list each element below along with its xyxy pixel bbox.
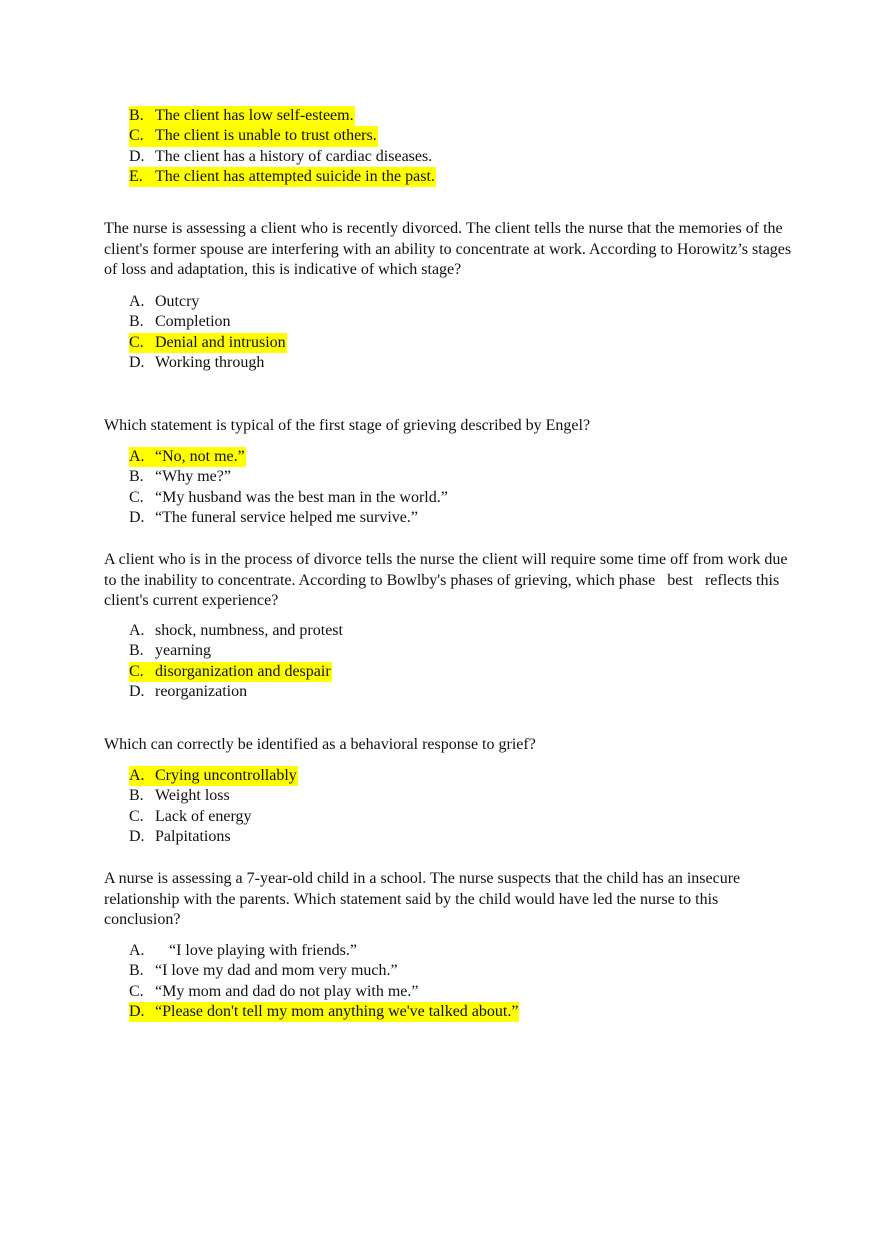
- option-letter: C.: [129, 127, 144, 145]
- option-item: [129, 467, 449, 487]
- option-letter: D.: [129, 508, 145, 526]
- option-text: Palpitations: [155, 827, 231, 845]
- option-letter: B.: [129, 787, 144, 805]
- option-text: reorganization: [155, 682, 248, 700]
- option-item: [129, 147, 436, 167]
- option-letter: A.: [129, 942, 145, 959]
- option-text: “Please don't tell my mom anything we've talked about.”: [155, 1002, 519, 1020]
- option-highlight: [129, 621, 344, 641]
- option-letter: B.: [129, 642, 144, 660]
- option-letter: B.: [129, 468, 144, 486]
- option-text: “My husband was the best man in the world.”: [155, 488, 448, 506]
- option-letter: C.: [129, 488, 144, 506]
- option-item: [129, 312, 287, 332]
- option-item: [129, 488, 449, 508]
- option-highlight: [129, 467, 232, 487]
- option-highlight: [129, 961, 399, 981]
- option-highlight: [129, 941, 358, 961]
- option-highlight: [129, 447, 246, 467]
- option-letter: D.: [129, 682, 145, 700]
- option-text: “My mom and dad do not play with me.”: [155, 982, 419, 1000]
- option-highlight: [129, 333, 287, 353]
- option-text: The client has low self-esteem.: [155, 107, 354, 124]
- option-highlight: [129, 508, 419, 528]
- option-letter: A.: [129, 293, 145, 310]
- option-highlight: [129, 682, 248, 702]
- option-item: [129, 807, 298, 827]
- option-highlight: [129, 662, 332, 682]
- question-stem: A nurse is assessing a 7-year-old child in a school. The nurse suspects that the child has an insecure relationship with the parents. Which statement said by the child would have led the nurse to this conclusion?: [104, 870, 741, 928]
- option-letter: D.: [129, 353, 145, 371]
- option-item: [129, 941, 519, 961]
- option-item: [129, 786, 298, 806]
- option-text: Crying uncontrollably: [155, 767, 297, 784]
- option-list: [129, 106, 436, 187]
- option-letter: E.: [129, 167, 143, 185]
- option-text: Working through: [155, 353, 265, 371]
- option-highlight: [129, 807, 253, 827]
- option-text: disorganization and despair: [155, 662, 331, 680]
- option-highlight: [129, 641, 212, 661]
- option-text: The client is unable to trust others.: [155, 127, 377, 145]
- option-highlight: [129, 106, 355, 126]
- option-letter: D.: [129, 827, 145, 845]
- option-letter: C.: [129, 662, 144, 680]
- option-text: Completion: [155, 313, 231, 331]
- option-list: [129, 621, 344, 702]
- option-letter: C.: [129, 333, 144, 351]
- option-item: [129, 621, 344, 641]
- option-item: [129, 508, 449, 528]
- option-letter: D.: [129, 1002, 145, 1020]
- option-text: Lack of energy: [155, 807, 252, 825]
- option-highlight: [129, 827, 232, 847]
- option-highlight: [129, 167, 436, 187]
- option-item: [129, 126, 436, 146]
- option-item: [129, 766, 298, 786]
- option-highlight: [129, 312, 232, 332]
- option-text: Denial and intrusion: [155, 333, 286, 351]
- option-text: “The funeral service helped me survive.”: [155, 508, 418, 526]
- option-highlight: [129, 982, 420, 1002]
- option-item: [129, 333, 287, 353]
- option-letter: B.: [129, 107, 144, 124]
- option-highlight: [129, 488, 449, 508]
- option-highlight: [129, 353, 265, 373]
- option-item: [129, 827, 298, 847]
- option-item: [129, 682, 344, 702]
- option-text: “No, not me.”: [155, 448, 245, 465]
- option-item: [129, 1002, 519, 1022]
- option-highlight: [129, 292, 200, 312]
- option-letter: C.: [129, 982, 144, 1000]
- option-highlight: [129, 147, 433, 167]
- question-stem: Which can correctly be identified as a behavioral response to grief?: [104, 736, 536, 753]
- option-item: [129, 106, 436, 126]
- option-list: [129, 447, 449, 528]
- option-letter: D.: [129, 147, 145, 165]
- option-item: [129, 982, 519, 1002]
- option-item: [129, 447, 449, 467]
- option-text: The client has a history of cardiac diseases.: [155, 147, 433, 165]
- option-item: [129, 292, 287, 312]
- option-letter: A.: [129, 767, 145, 784]
- option-item: [129, 662, 344, 682]
- option-item: [129, 167, 436, 187]
- option-text: yearning: [155, 642, 211, 660]
- option-list: [129, 292, 287, 373]
- option-list: [129, 941, 519, 1022]
- option-highlight: [129, 766, 298, 786]
- option-text: “Why me?”: [155, 468, 231, 486]
- question-stem: A client who is in the process of divorce tells the nurse the client will require some time off from work due to the inability to concentrate. According to Bowlby's phases of grieving, which phase best reflects this client's current experience?: [104, 551, 792, 609]
- option-text: Weight loss: [155, 787, 230, 805]
- option-letter: C.: [129, 807, 144, 825]
- option-letter: A.: [129, 622, 145, 639]
- question-stem: The nurse is assessing a client who is recently divorced. The client tells the nurse that the memories of the client's former spouse are interfering with an ability to concentrate at work. According to Horowitz’s stages of loss and adaptation, this is indicative of which stage?: [104, 220, 792, 278]
- option-item: [129, 961, 519, 981]
- option-text: The client has attempted suicide in the past.: [155, 167, 435, 185]
- option-text: “I love playing with friends.”: [169, 942, 357, 959]
- option-highlight: [129, 126, 378, 146]
- option-list: [129, 766, 298, 847]
- option-highlight: [129, 1002, 519, 1022]
- option-letter: A.: [129, 448, 145, 465]
- option-letter: B.: [129, 962, 144, 980]
- option-text: Outcry: [155, 293, 200, 310]
- question-stem: Which statement is typical of the first stage of grieving described by Engel?: [104, 417, 591, 434]
- option-letter: B.: [129, 313, 144, 331]
- option-text: shock, numbness, and protest: [155, 622, 343, 639]
- option-item: [129, 353, 287, 373]
- option-highlight: [129, 786, 231, 806]
- option-item: [129, 641, 344, 661]
- option-text: “I love my dad and mom very much.”: [155, 962, 398, 980]
